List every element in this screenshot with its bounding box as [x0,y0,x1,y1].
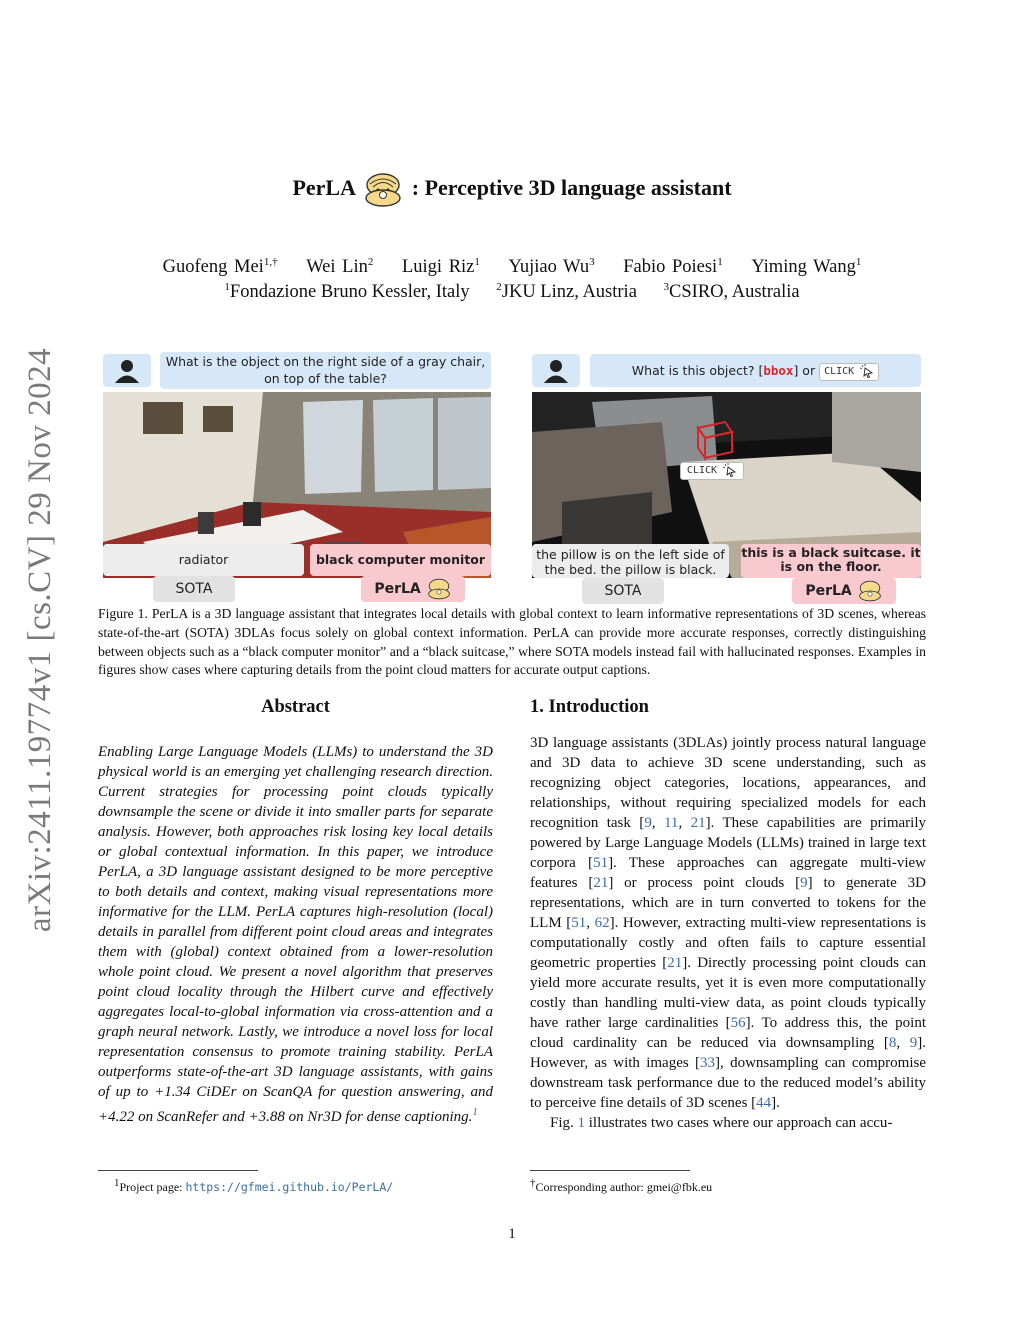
introduction-body [530,733,926,1133]
footnote-right: †Corresponding author: gmei@fbk.eu [530,1177,713,1194]
citation-ref[interactable]: 9 [909,1035,918,1051]
cursor-click-icon [723,463,737,477]
scene-click-marker: CLICK [680,462,744,480]
cursor-click-icon [860,364,874,378]
citation-ref[interactable]: 62 [594,915,610,931]
right-perla-label: PerLA [792,578,896,604]
text-segment: ]. These approaches can aggregate multi-view features [ [530,855,926,891]
text-segment: 3D language assistants (3DLAs) jointly process natural language and 3D data to achieve 3D scene understanding, such as recognizing object categories, locations, appearances, and relationships, without requiring specialized models for each recognition task [ [530,735,926,831]
author: Luigi Riz$^1$ [401,256,480,278]
click-button: CLICK [819,363,879,381]
left-sota-label: SOTA [153,576,235,602]
project-page-link[interactable]: https://gfmei.github.io/PerLA/ [185,1180,394,1194]
affiliation-list [0,281,1024,303]
citation-ref[interactable]: 56 [730,1015,746,1031]
text-segment: , [896,1035,910,1051]
footnote-rule [530,1170,690,1171]
text-segment: ] or process point clouds [ [608,875,801,891]
citation-ref[interactable]: 21 [667,955,683,971]
clam-pearl-mascot-icon [857,580,883,602]
citation-ref[interactable]: 9 [800,875,808,891]
clam-pearl-mascot-icon [426,578,452,600]
footnote-ref[interactable]: 1 [472,1106,478,1118]
right-perla-answer: this is a black suitcase. it is on the floor. [741,544,921,578]
author: Yujiao Wu$^3$ [508,256,595,278]
abstract-heading: Abstract [261,697,330,717]
clam-pearl-mascot-icon [362,172,404,208]
citation-ref[interactable]: 11 [663,815,679,831]
footnote-left: $^1$Project page: https://gfmei.github.io/PerLA/ [114,1177,394,1194]
abstract-body: Enabling Large Language Models (LLMs) to understand the 3D physical world is an emerging yet challenging research direction. Current strategies for processing point clouds typically downsample the scene or divide it into smaller parts for separate analysis. However, both approaches risk losing key local details or global contextual information. In this paper, we introduce PerLA, a 3D language assistant designed to be more perceptive to both details and context, making visual representations more informative for the LLM. PerLA captures high-resolution (local) details in parallel from different point cloud areas and integrates them with (global) context obtained from a lower-resolution whole point cloud. We present a novel algorithm that preserves point cloud locality through the Hilbert curve and effectively aggregates local-to-global information via cross-attention and a graph neural network. Lastly, we introduce a novel loss for local representation consensus to promote training stability. PerLA outperforms state-of-the-art 3D language assistants, with gains of up to +1.34 CiDEr on ScanQA for question answering, and +4.22 on ScanRefer and +3.88 on Nr3D for dense captioning.$^1$ [98,744,493,1125]
citation-ref[interactable]: 21 [690,815,706,831]
text-segment: ]. However, as with images [ [530,1035,927,1071]
citation-ref[interactable]: 9 [644,815,652,831]
citation-ref[interactable]: 8 [888,1035,897,1051]
bbox-keyword: bbox [763,363,794,378]
figure-ref[interactable]: 1 [577,1115,586,1131]
affiliation: $^2$JKU Linz, Austria [496,281,637,303]
citation-ref[interactable]: 21 [593,875,609,891]
introduction-heading: 1. Introduction [530,697,649,717]
author: Guofeng Mei$^{1,\dagger}$ [162,256,278,278]
citation-ref[interactable]: 44 [756,1095,772,1111]
footnote-rule [98,1170,258,1171]
introduction-paragraph [530,733,926,1113]
left-perla-label: PerLA [361,576,465,602]
affiliation: $^3$CSIRO, Australia [663,281,800,303]
title-suffix: : Perceptive 3D language assistant [411,175,732,201]
user-avatar-icon [103,354,151,387]
introduction-paragraph: Fig. 1 illustrates two cases where our approach can accu- [550,1115,893,1131]
right-sota-label: SOTA [582,578,664,604]
text-segment: ]. Directly processing point clouds can yield more accurate results, yet it is even more computationally costly than handling multi-view data, as point clouds typically have rather large cardinalities [ [530,955,927,1031]
page-number: 1 [508,1226,516,1242]
author: Yiming Wang$^1$ [751,256,862,278]
user-avatar-icon [532,354,580,387]
figure-caption: Figure 1. PerLA is a 3D language assistant that integrates local details with global context to learn informative representations of 3D scenes, whereas state-of-the-art (SOTA) 3DLAs focus solely on global context information. PerLA can provide more accurate responses, correctly distinguishing between objects such as a “black computer monitor” and a “black suitcase,” where SOTA models instead fail with hallucinated responses. Examples in figures show cases where capturing details from the point cloud matters for accurate output captions. [98,606,926,678]
paper-title [0,172,1024,208]
text-segment: ]. [771,1095,780,1111]
right-question-bubble: What is this object? [bbox] or CLICK [590,354,921,387]
author-list [0,256,1024,278]
arxiv-stamp: arXiv:2411.19774v1 [cs.CV] 29 Nov 2024 [22,347,58,933]
text-segment: ]. To address this, the point cloud cardinality can be reduced via downsampling [ [530,1015,926,1051]
text-segment: , [678,815,691,831]
citation-ref[interactable]: 33 [700,1055,716,1071]
left-question-bubble: What is the object on the right side of a gray chair, on top of the table? [160,352,491,389]
text-segment: ]. However, extracting multi-view representations is computationally costly and often fails to capture essential geometric properties [ [530,915,926,971]
title-prefix: PerLA [292,175,355,201]
left-perla-answer: black computer monitor [310,544,491,576]
author: Fabio Poiesi$^1$ [623,256,723,278]
text-segment: ], downsampling can compromise downstream task performance due to the reduced model’s ability to perceive fine details of 3D scenes [ [530,1055,926,1111]
affiliation: $^1$Fondazione Bruno Kessler, Italy [224,281,470,303]
text-segment: ] to generate 3D representations, which are in turn converted to tokens for the LLM [ [530,875,927,931]
text-segment: , [651,815,664,831]
author: Wei Lin$^2$ [306,256,374,278]
right-sota-answer: the pillow is on the left side of the bed. the pillow is black. [532,544,729,578]
text-segment: , [586,915,595,931]
text-segment: ]. These capabilities are primarily powered by Large Language Models (LLMs) trained in large text corpora [ [530,815,926,871]
left-sota-answer: radiator [103,544,304,576]
citation-ref[interactable]: 51 [593,855,609,871]
citation-ref[interactable]: 51 [571,915,587,931]
